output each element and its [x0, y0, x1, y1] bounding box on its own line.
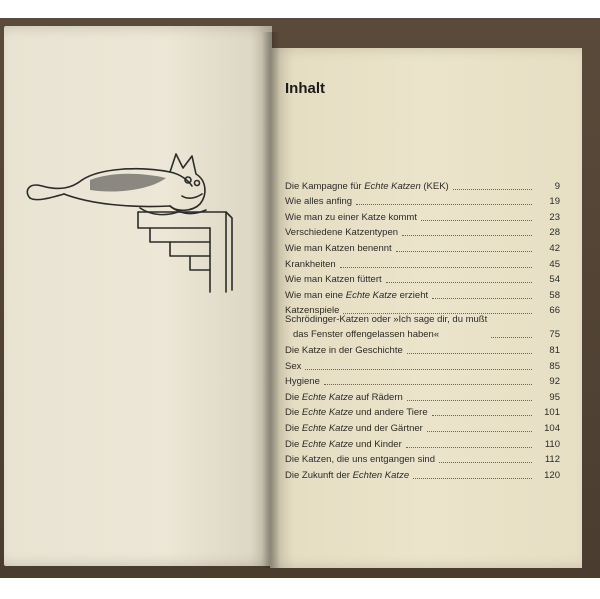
book-spine [262, 32, 280, 568]
toc-entry-suffix: (KEK) [420, 180, 449, 192]
toc-page-number: 66 [549, 305, 560, 317]
toc-leader-dots [453, 189, 532, 190]
toc-entry-title [285, 312, 487, 342]
toc-page-number: 23 [549, 211, 560, 223]
toc-entry-text: Die [285, 438, 302, 450]
toc-entry [285, 467, 560, 483]
toc-page-number: 45 [549, 258, 560, 270]
toc-leader-dots [324, 384, 532, 385]
toc-entry [285, 194, 560, 210]
toc-entry [285, 358, 560, 374]
toc-page-number: 120 [544, 469, 560, 481]
toc-leader-dots [386, 282, 532, 283]
toc-entry [285, 420, 560, 436]
toc-entry-suffix: und der Gärtner [353, 422, 423, 434]
toc-page-number: 110 [544, 438, 560, 450]
toc-entry-title [285, 272, 382, 287]
toc-entry-suffix: erzieht [396, 289, 429, 301]
toc-entry-text: Die Katze in der Geschichte [285, 344, 403, 356]
toc-entry [285, 240, 560, 256]
toc-entry [285, 287, 560, 303]
toc-leader-dots [340, 267, 532, 268]
toc-entry-title [285, 210, 417, 225]
toc-leader-dots [421, 220, 532, 221]
toc-entry-text: Wie man eine [285, 289, 346, 301]
toc-entry-title [285, 437, 402, 452]
toc-entry [285, 452, 560, 468]
toc-page-number: 92 [549, 376, 560, 388]
toc-entry-text: Krankheiten [285, 258, 336, 270]
toc-entry-text: Die Zukunft der [285, 469, 353, 481]
toc-entry-italic: Echten Katze [352, 469, 410, 481]
toc-leader-dots [402, 235, 532, 236]
toc-page-number: 42 [549, 242, 560, 254]
toc-entry-text: Die Kampagne für [285, 180, 365, 192]
toc-leader-dots [396, 251, 532, 252]
toc-page-number: 75 [549, 329, 560, 341]
toc-leader-dots [406, 447, 532, 448]
toc-entry-text: Die Katzen, die uns entgangen sind [285, 454, 435, 466]
toc-leader-dots [356, 204, 532, 205]
toc-page-number: 9 [554, 180, 560, 192]
toc-entry-title [285, 468, 409, 483]
toc-entry-italic: Echte Katze [301, 438, 354, 450]
toc-entry-text: Wie man Katzen benennt [285, 242, 392, 254]
toc-page-number: 85 [549, 360, 560, 372]
toc-title: Inhalt [285, 80, 325, 97]
left-page [4, 26, 272, 566]
toc-page-number: 112 [544, 454, 560, 466]
toc-entry-italic: Echte Katze [301, 407, 354, 419]
toc-entry [285, 178, 560, 194]
toc-entry-title [285, 179, 449, 194]
toc-leader-dots [439, 462, 532, 463]
toc-entry [285, 374, 560, 390]
toc-leader-dots [413, 478, 532, 479]
toc-entry-italic: Echte Katze [345, 289, 397, 301]
toc-entry-text: Die [285, 391, 302, 403]
toc-entry [285, 405, 560, 421]
toc-entry [285, 314, 560, 342]
toc-entry-title [285, 359, 301, 374]
toc-entry-italic: Echte Katzen [364, 180, 421, 192]
toc-entry-text: Wie alles anfing [285, 196, 353, 208]
toc-entry [285, 436, 560, 452]
toc-leader-dots [432, 415, 532, 416]
toc-entry-title [285, 225, 398, 240]
toc-entry-title [285, 452, 435, 467]
cat-on-wall-illustration [20, 150, 250, 295]
toc-entry [285, 389, 560, 405]
toc-page-number: 95 [549, 391, 560, 403]
toc-entry-title [285, 374, 320, 389]
toc-entry-text: Schrödinger-Katzen oder »Ich sage dir, du mußt [285, 314, 488, 326]
toc-entry-text: Katzenspiele [285, 305, 340, 317]
toc-entry-title [285, 288, 428, 303]
toc-entry-title [285, 241, 392, 256]
toc-entry-title [285, 343, 403, 358]
toc-page-number: 28 [549, 227, 560, 239]
toc-entry-title [285, 194, 352, 209]
toc-leader-dots [491, 337, 532, 338]
toc-leader-dots [427, 431, 532, 432]
toc-page-number: 101 [544, 407, 560, 419]
toc-entry-title [285, 405, 428, 420]
toc-entry-italic: Echte Katze [301, 422, 354, 434]
toc-entry-continuation: das Fenster offengelassen haben« [293, 329, 440, 341]
toc-entry-text: Die [285, 422, 302, 434]
toc-entry-text: Hygiene [285, 376, 320, 388]
toc-entry-text: Verschiedene Katzentypen [285, 227, 399, 239]
toc-entry [285, 256, 560, 272]
toc-entry-title [285, 390, 403, 405]
toc-entry [285, 272, 560, 288]
toc-entry [285, 225, 560, 241]
toc-entry-suffix: und andere Tiere [353, 407, 428, 419]
toc-leader-dots [407, 400, 532, 401]
toc-entry-text: Wie man zu einer Katze kommt [285, 211, 417, 223]
toc-leader-dots [407, 353, 532, 354]
toc-page-number: 19 [549, 196, 560, 208]
toc-page-number: 54 [549, 274, 560, 286]
toc-leader-dots [305, 369, 532, 370]
toc-page-number: 81 [549, 344, 560, 356]
toc-page-number: 58 [549, 289, 560, 301]
toc-page-number: 104 [544, 422, 560, 434]
table-of-contents [285, 178, 560, 483]
toc-entry-suffix: und Kinder [353, 438, 402, 450]
toc-entry-title [285, 257, 336, 272]
toc-leader-dots [432, 298, 532, 299]
toc-entry-italic: Echte Katze [301, 391, 354, 403]
toc-entry [285, 342, 560, 358]
toc-entry-title [285, 421, 423, 436]
toc-entry-text: Wie man Katzen füttert [285, 274, 382, 286]
toc-entry-text: Sex [285, 360, 302, 372]
toc-entry-suffix: auf Rädern [353, 391, 403, 403]
toc-entry-text: Die [285, 407, 302, 419]
toc-entry [285, 209, 560, 225]
